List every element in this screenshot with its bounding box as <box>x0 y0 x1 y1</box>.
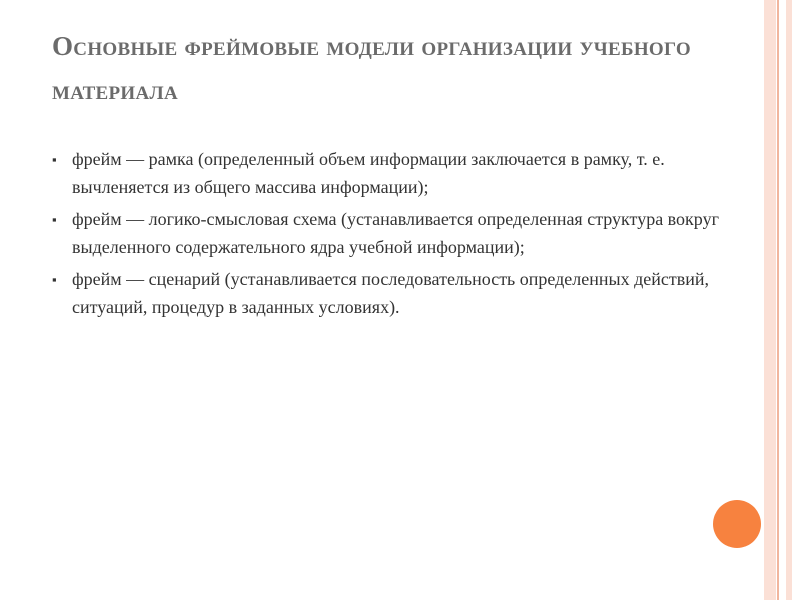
small-square-bullet-icon: ▪ <box>52 272 57 287</box>
bullet-text: фрейм — рамка (определенный объем информации заключается в рамку, т. е. вычленяется из общего массива информации); <box>72 149 665 197</box>
small-square-bullet-icon: ▪ <box>52 152 57 167</box>
bullet-text: фрейм — логико-смысловая схема (устанавливается определенная структура вокруг выделенного содержательного ядра учебной информации); <box>72 209 719 257</box>
bullet-item <box>52 266 732 321</box>
orange-circle-icon <box>713 500 761 548</box>
right-decorative-stripe-narrow <box>786 0 792 600</box>
bullet-item <box>52 206 732 261</box>
small-square-bullet-icon: ▪ <box>52 212 57 227</box>
slide-title: Основные фреймовые модели организации учебного материала <box>52 31 691 106</box>
right-decorative-line <box>777 0 779 600</box>
bullet-list <box>52 146 732 326</box>
bullet-text: фрейм — сценарий (устанавливается последовательность определенных действий, ситуаций, процедур в заданных условиях). <box>72 269 710 317</box>
bullet-item <box>52 146 732 201</box>
right-decorative-stripe <box>764 0 776 600</box>
